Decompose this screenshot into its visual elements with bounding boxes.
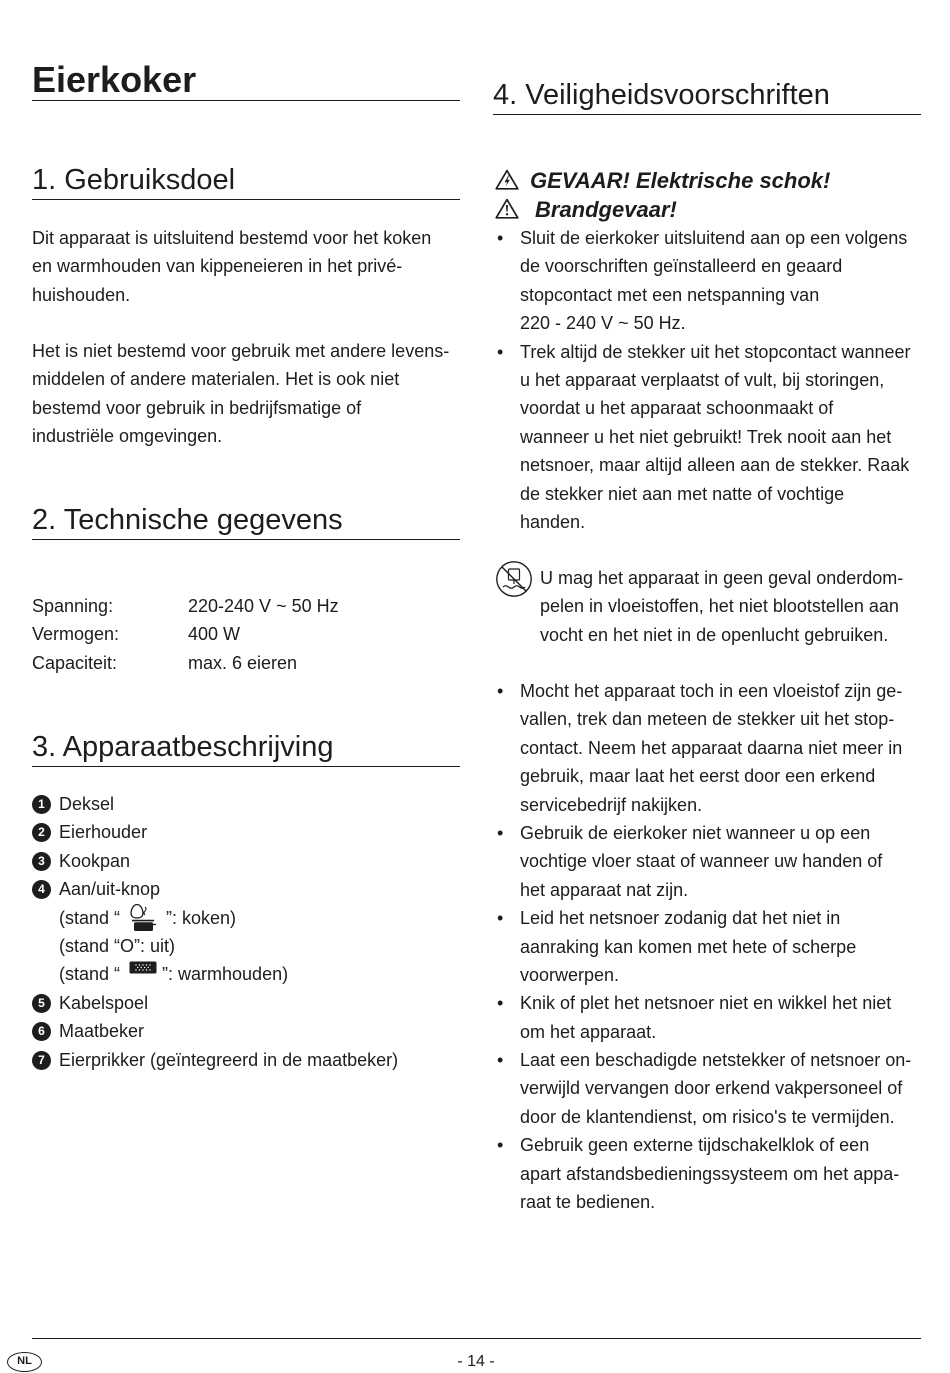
- switch-position-boil: [32, 904, 460, 932]
- section-heading-gebruiksdoel: 1. Gebruiksdoel: [32, 162, 460, 200]
- bullet-text: [520, 1131, 921, 1216]
- safety-bullets-electrical: [493, 224, 921, 536]
- safety-bullet: [493, 904, 921, 989]
- part-name: Eierhouder: [59, 822, 148, 843]
- bullet-line: om het apparaat.: [520, 1021, 657, 1042]
- page-number: - 14 -: [457, 1353, 495, 1370]
- switch-position-prefix: (stand “: [59, 964, 121, 985]
- parts-list-item: [32, 1046, 460, 1074]
- bullet-line: Knik of plet het netsnoer niet en wikkel het niet: [520, 993, 892, 1014]
- bullet-line: de stekker niet aan met natte of vochtige: [520, 483, 845, 504]
- bullet-line: door de klantendienst, om risico's te vermijden.: [520, 1106, 895, 1127]
- safety-bullet: [493, 989, 921, 1046]
- bullet-line: vochtige vloer staat of wanneer uw handen of: [520, 851, 883, 872]
- switch-position-keep-warm: [32, 960, 460, 988]
- bullet-line: 220 - 240 V ~ 50 Hz.: [520, 313, 686, 334]
- bullet-text: [520, 224, 921, 338]
- bullet-line: raat te bedienen.: [520, 1192, 656, 1213]
- bullet-marker: •: [497, 681, 504, 701]
- bullet-marker: •: [497, 341, 504, 362]
- parts-list-item: [32, 790, 460, 818]
- note-line: pelen in vloeistoffen, het niet blootstellen aan: [540, 596, 899, 617]
- warning-triangle-lightning-icon: [495, 169, 519, 195]
- bullet-marker: •: [497, 1050, 504, 1071]
- part-number-badge: 6: [32, 1022, 51, 1041]
- part-name: Eierprikker (geïntegreerd in de maatbeker): [59, 1049, 399, 1070]
- parts-list-item: [32, 875, 460, 903]
- paragraph-line: bestemd voor gebruik in bedrijfsmatige of: [32, 397, 362, 418]
- bullet-line: Mocht het apparaat toch in een vloeistof zijn ge-: [520, 681, 903, 701]
- no-immersion-icon: [495, 560, 533, 603]
- paragraph-line: huishouden.: [32, 284, 131, 305]
- bullet-text: [520, 904, 921, 989]
- note-line: vocht en het niet in de openlucht gebruiken.: [540, 624, 889, 645]
- bullet-marker: •: [497, 822, 504, 843]
- bullet-text: [520, 677, 921, 819]
- spec-value: 400 W: [188, 624, 241, 645]
- spec-label: Vermogen:: [32, 624, 120, 645]
- spec-row: [32, 592, 460, 620]
- bullet-line: verwijld vervangen door erkend vakpersoneel of: [520, 1078, 903, 1099]
- no-immersion-note: [540, 564, 921, 649]
- part-number-badge: 1: [32, 795, 51, 814]
- safety-bullet: [493, 677, 921, 819]
- bullet-line: het apparaat nat zijn.: [520, 879, 689, 900]
- safety-bullet: [493, 338, 921, 537]
- spec-row: [32, 620, 460, 648]
- bullet-line: Gebruik de eierkoker niet wanneer u op een: [520, 822, 871, 843]
- bullet-line: contact. Neem het apparaat daarna niet meer in: [520, 737, 903, 758]
- bullet-line: wanneer u het niet gebruikt! Trek nooit aan het: [520, 426, 892, 447]
- language-badge: NL: [7, 1352, 42, 1372]
- paragraph-line: en warmhouden van kippeneieren in het privé-: [32, 256, 403, 277]
- spec-value: 220-240 V ~ 50 Hz: [188, 596, 339, 616]
- safety-bullet: [493, 1046, 921, 1131]
- section-heading-apparaatbeschrijving: 3. Apparaatbeschrijving: [32, 729, 460, 767]
- bullet-line: Trek altijd de stekker uit het stopcontact wanneer: [520, 341, 911, 362]
- part-name: Deksel: [59, 794, 115, 814]
- parts-list-item: [32, 1017, 460, 1045]
- paragraph-line: Dit apparaat is uitsluitend bestemd voor het koken: [32, 228, 432, 248]
- switch-position-suffix: ”: koken): [166, 907, 237, 928]
- bullet-line: apart afstandsbedieningssysteem om het appa-: [520, 1163, 900, 1184]
- safety-bullets-general: [493, 677, 921, 1216]
- bullet-line: u het apparaat verplaatst of vult, bij storingen,: [520, 369, 885, 390]
- boil-icon: [120, 923, 166, 924]
- part-name: Kabelspoel: [59, 992, 149, 1013]
- parts-list-item: [32, 989, 460, 1017]
- bullet-line: vallen, trek dan meteen de stekker uit het stop-: [520, 709, 895, 730]
- bullet-text: [520, 338, 921, 537]
- bullet-line: handen.: [520, 511, 586, 532]
- paragraph-line: Het is niet bestemd voor gebruik met andere levens-: [32, 341, 450, 361]
- bullet-line: servicebedrijf nakijken.: [520, 794, 703, 815]
- keep-warm-icon: [120, 979, 162, 980]
- switch-position-off: (stand “O”: uit): [59, 935, 176, 956]
- warning-triangle-exclamation-icon: [495, 198, 519, 224]
- part-name: Kookpan: [59, 850, 131, 871]
- bullet-marker: •: [497, 1135, 504, 1156]
- bullet-text: [520, 1046, 921, 1131]
- document-title: Eierkoker: [32, 56, 460, 101]
- section-heading-technische-gegevens: 2. Technische gegevens: [32, 502, 460, 540]
- bullet-line: aanraking kan komen met hete of scherpe: [520, 936, 857, 957]
- bullet-line: gebruik, maar laat het eerst door een erkend: [520, 766, 876, 787]
- bullet-marker: •: [497, 228, 504, 248]
- bullet-marker: •: [497, 908, 504, 929]
- parts-list: [32, 790, 460, 1074]
- footer-divider: [32, 1338, 921, 1339]
- bullet-text: [520, 819, 921, 904]
- paragraph-intended-use: [32, 224, 460, 309]
- warning-electric-shock: GEVAAR! Elektrische schok!: [530, 168, 831, 193]
- switch-position-suffix: ”: warmhouden): [162, 964, 289, 985]
- parts-list-item: [32, 818, 460, 846]
- safety-bullet: [493, 819, 921, 904]
- part-number-badge: 2: [32, 823, 51, 842]
- bullet-line: Leid het netsnoer zodanig dat het niet in: [520, 908, 841, 929]
- bullet-text: [520, 989, 921, 1046]
- switch-position-prefix: (stand “: [59, 907, 121, 928]
- spec-table: [32, 592, 460, 677]
- bullet-line: voordat u het apparaat schoonmaakt of: [520, 398, 834, 419]
- paragraph-line: middelen of andere materialen. Het is ook niet: [32, 369, 400, 390]
- parts-list-item: [32, 847, 460, 875]
- spec-label: Spanning:: [32, 596, 114, 616]
- spec-row: [32, 649, 460, 677]
- safety-bullet: [493, 1131, 921, 1216]
- safety-bullet: [493, 224, 921, 338]
- bullet-line: netsnoer, maar altijd alleen aan de stekker. Raak: [520, 455, 910, 476]
- note-line: U mag het apparaat in geen geval onderdom-: [540, 568, 904, 588]
- spec-value: max. 6 eieren: [188, 652, 298, 673]
- bullet-line: Gebruik geen externe tijdschakelklok of een: [520, 1135, 870, 1156]
- bullet-line: voorwerpen.: [520, 964, 620, 985]
- warning-fire: Brandgevaar!: [535, 197, 677, 222]
- part-number-badge: 4: [32, 880, 51, 899]
- paragraph-not-intended-use: [32, 337, 460, 451]
- bullet-marker: •: [497, 993, 504, 1014]
- part-name: Maatbeker: [59, 1021, 145, 1042]
- bullet-line: de voorschriften geïnstalleerd en geaard: [520, 256, 843, 277]
- part-number-badge: 7: [32, 1051, 51, 1070]
- bullet-line: Laat een beschadigde netstekker of netsnoer on-: [520, 1050, 912, 1071]
- part-number-badge: 5: [32, 994, 51, 1013]
- bullet-line: stopcontact met een netspanning van: [520, 284, 820, 305]
- part-number-badge: 3: [32, 852, 51, 871]
- part-name: Aan/uit-knop: [59, 879, 161, 900]
- bullet-line: Sluit de eierkoker uitsluitend aan op een volgens: [520, 228, 908, 248]
- paragraph-line: industriële omgevingen.: [32, 426, 223, 447]
- spec-label: Capaciteit:: [32, 652, 118, 673]
- section-heading-veiligheidsvoorschriften: 4. Veiligheidsvoorschriften: [493, 77, 921, 115]
